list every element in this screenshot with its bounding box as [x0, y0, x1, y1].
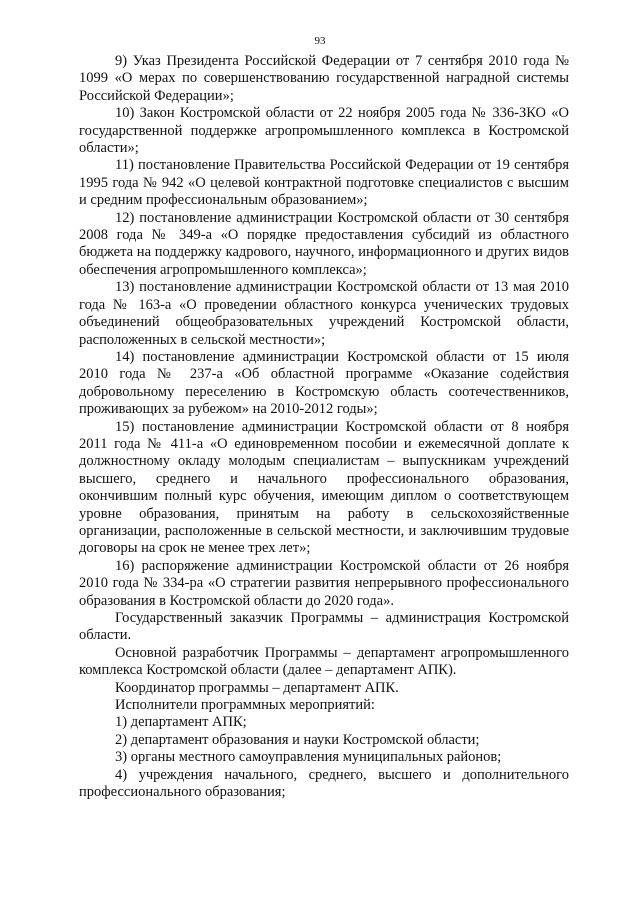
paragraph-executor-3: 3) органы местного самоуправления муниципальных районов;: [115, 749, 502, 766]
paragraph-coordinator: Координатор программы – департамент АПК.: [115, 679, 399, 696]
paragraph-legal-act-11: 11) постановление Правительства Российской Федерации от 19 сентября 1995 года № 942 «О целевой контрактной подготовке специалистов с высшим и средним профессиональным образованием»;: [79, 157, 569, 209]
paragraph-executor-1: 1) департамент АПК;: [115, 714, 247, 731]
paragraph-main-developer: Основной разработчик Программы – департамент агропромышленного комплекса Костромской области (далее – департамент АПК).: [79, 644, 569, 679]
paragraph-legal-act-10: 10) Закон Костромской области от 22 ноября 2005 года № 336-ЗКО «О государственной поддержке агропромышленного комплекса в Костромской области»;: [79, 105, 569, 157]
paragraph-executor-2: 2) департамент образования и науки Костромской области;: [115, 731, 480, 748]
paragraph-legal-act-16: 16) распоряжение администрации Костромской области от 26 ноября 2010 года № 334-ра «О стратегии развития непрерывного профессионального образования в Костромской области до 2020 года».: [79, 557, 569, 609]
paragraph-legal-act-13: 13) постановление администрации Костромской области от 13 мая 2010 года № 163-а «О проведении областного конкурса ученических трудовых объединений общеобразовательных учреждений Костромской области, расположенных в сельской местности»;: [79, 279, 569, 348]
paragraph-legal-act-9: 9) Указ Президента Российской Федерации от 7 сентября 2010 года № 1099 «О мерах по совершенствованию государственной наградной системы Российской Федерации»;: [79, 53, 569, 104]
paragraph-state-customer: Государственный заказчик Программы – администрация Костромской области.: [79, 610, 569, 644]
paragraph-executor-4: 4) учреждения начального, среднего, высшего и дополнительного профессионального образования;: [79, 766, 569, 801]
paragraph-legal-act-14: 14) постановление администрации Костромской области от 15 июля 2010 года № 237-а «Об областной программе «Оказание содействия добровольному переселению в Костромскую область соотечественников, проживающих за рубежом» на 2010-2012 годы»;: [79, 348, 569, 418]
page-number: 93: [314, 35, 326, 47]
paragraph-executors-heading: Исполнители программных мероприятий:: [115, 697, 375, 714]
document-body: [79, 53, 569, 801]
paragraph-legal-act-15: 15) постановление администрации Костромской области от 8 ноября 2011 года № 411-а «О единовременном пособии и ежемесячной доплате к должностному окладу молодым специалистам – выпускникам учреждений высшего, среднего и начального профессионального образования, окончившим полный курс обучения, имеющим диплом о соответствующем уровне образования, принятым на работу в сельскохозяйственные организации, расположенные в сельской местности, и заключившим трудовые договоры на срок не менее трех лет»;: [79, 418, 569, 557]
paragraph-legal-act-12: 12) постановление администрации Костромской области от 30 сентября 2008 года № 349-а «О порядке предоставления субсидий из областного бюджета на поддержку кадрового, научного, информационного и других видов обеспечения агропромышленного комплекса»;: [79, 209, 569, 278]
